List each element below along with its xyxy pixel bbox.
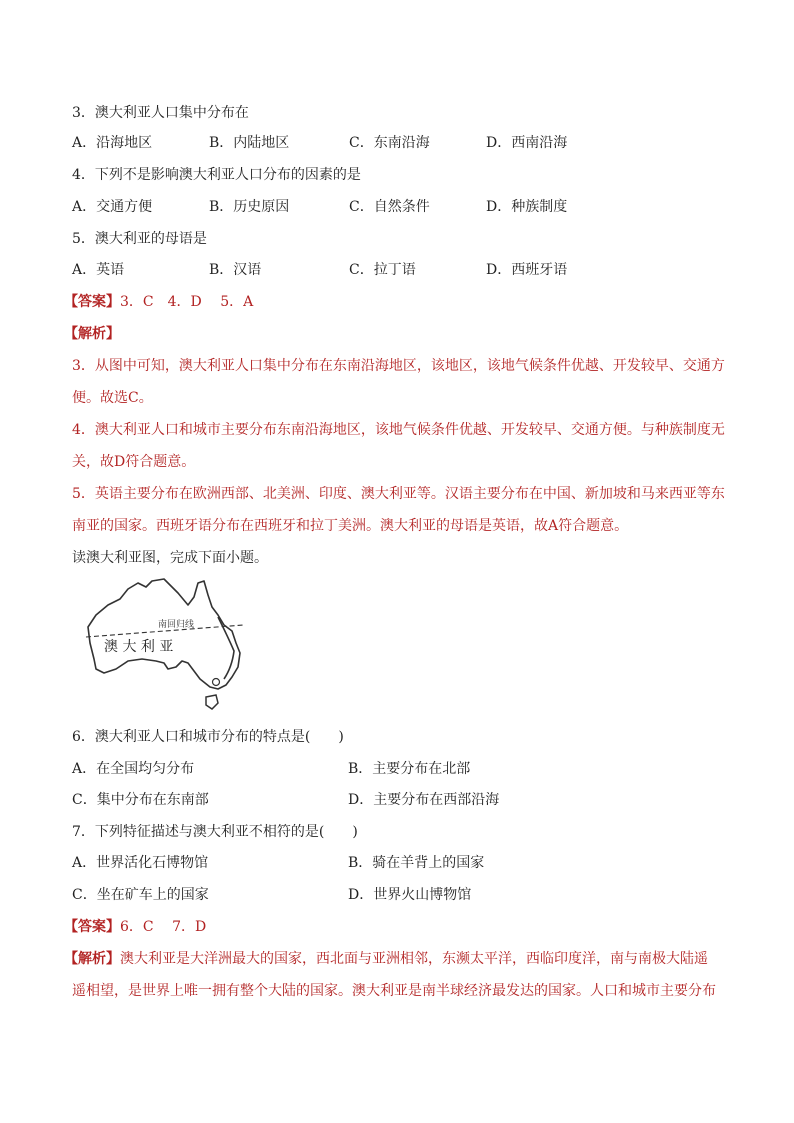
q6-option-a: A．在全国均匀分布	[72, 761, 195, 777]
analysis-2-line-1	[64, 949, 708, 969]
analysis-2-tag: 【解析】	[64, 951, 120, 967]
answer-2-tag: 【答案】	[64, 919, 120, 935]
q3-option-a: A．沿海地区	[72, 135, 153, 151]
q7-option-c: C．坐在矿车上的国家	[72, 887, 209, 903]
q5-options	[72, 260, 732, 280]
tasmania-outline	[206, 695, 218, 709]
q3-option-b: B．内陆地区	[209, 135, 290, 151]
q7-option-a: A．世界活化石博物馆	[72, 855, 209, 871]
q4-option-b: B．历史原因	[209, 199, 290, 215]
answer-1	[64, 292, 253, 312]
answer-1-text: 3．C 4．D 5．A	[120, 294, 254, 310]
q6-options-row-2	[72, 790, 732, 810]
answer-2-text: 6．C 7．D	[120, 919, 207, 935]
q6-options-row-1	[72, 759, 732, 779]
analysis-1-line-6: 南亚的国家。西班牙语分布在西班牙和拉丁美洲。澳大利亚的母语是英语，故A符合题意。	[72, 518, 629, 534]
australia-outline	[88, 579, 240, 689]
q5-option-b: B．汉语	[209, 262, 262, 278]
q5-option-d: D．西班牙语	[486, 262, 568, 278]
analysis-1-line-4: 关，故D符合题意。	[72, 454, 196, 470]
q6-stem: 6．澳大利亚人口和城市分布的特点是( )	[72, 729, 344, 745]
analysis-2-line-2: 遥相望，是世界上唯一拥有整个大陆的国家。澳大利亚是南半球经济最发达的国家。人口和城市主要分布	[72, 983, 716, 999]
q7-option-d: D．世界火山博物馆	[348, 887, 472, 903]
q7-options-row-2	[72, 885, 732, 905]
tropic-label: 南回归线	[158, 620, 195, 630]
q4-option-d: D．种族制度	[486, 199, 568, 215]
q4-option-c: C．自然条件	[349, 199, 430, 215]
intro-2: 读澳大利亚图，完成下面小题。	[72, 550, 268, 566]
analysis-2-text-1: 澳大利亚是大洋洲最大的国家，西北面与亚洲相邻，东濒太平洋，西临印度洋，南与南极大陆遥	[120, 951, 708, 967]
q3-options	[72, 133, 732, 153]
q5-option-a: A．英语	[72, 262, 125, 278]
q4-options	[72, 197, 732, 217]
answer-1-tag: 【答案】	[64, 294, 120, 310]
analysis-1-line-2: 便。故选C。	[72, 390, 153, 406]
q6-option-d: D．主要分布在西部沿海	[348, 792, 500, 808]
q3-option-d: D．西南沿海	[486, 135, 568, 151]
q7-option-b: B．骑在羊背上的国家	[348, 855, 485, 871]
q3-option-c: C．东南沿海	[349, 135, 430, 151]
analysis-1-line-5: 5．英语主要分布在欧洲西部、北美洲、印度、澳大利亚等。汉语主要分布在中国、新加坡和马来西亚等东	[72, 486, 725, 502]
q6-option-c: C．集中分布在东南部	[72, 792, 209, 808]
city-marker	[213, 679, 220, 686]
q5-stem: 5．澳大利亚的母语是	[72, 231, 207, 247]
q4-stem: 4．下列不是影响澳大利亚人口分布的因素的是	[72, 167, 361, 183]
australia-map	[78, 575, 253, 717]
q6-option-b: B．主要分布在北部	[348, 761, 471, 777]
q5-option-c: C．拉丁语	[349, 262, 416, 278]
q3-stem: 3．澳大利亚人口集中分布在	[72, 105, 249, 121]
analysis-1-tag: 【解析】	[64, 326, 120, 342]
q7-options-row-1	[72, 853, 732, 873]
q4-option-a: A．交通方便	[72, 199, 153, 215]
analysis-1-line-3: 4．澳大利亚人口和城市主要分布东南沿海地区，该地气候条件优越、开发较早、交通方便。与种族制度无	[72, 422, 725, 438]
country-label: 澳 大 利 亚	[104, 639, 174, 655]
analysis-1-line-1: 3．从图中可知，澳大利亚人口集中分布在东南沿海地区，该地区，该地气候条件优越、开发较早、交通方	[72, 358, 725, 374]
answer-2	[64, 917, 206, 937]
q7-stem: 7．下列特征描述与澳大利亚不相符的是( )	[72, 824, 358, 840]
